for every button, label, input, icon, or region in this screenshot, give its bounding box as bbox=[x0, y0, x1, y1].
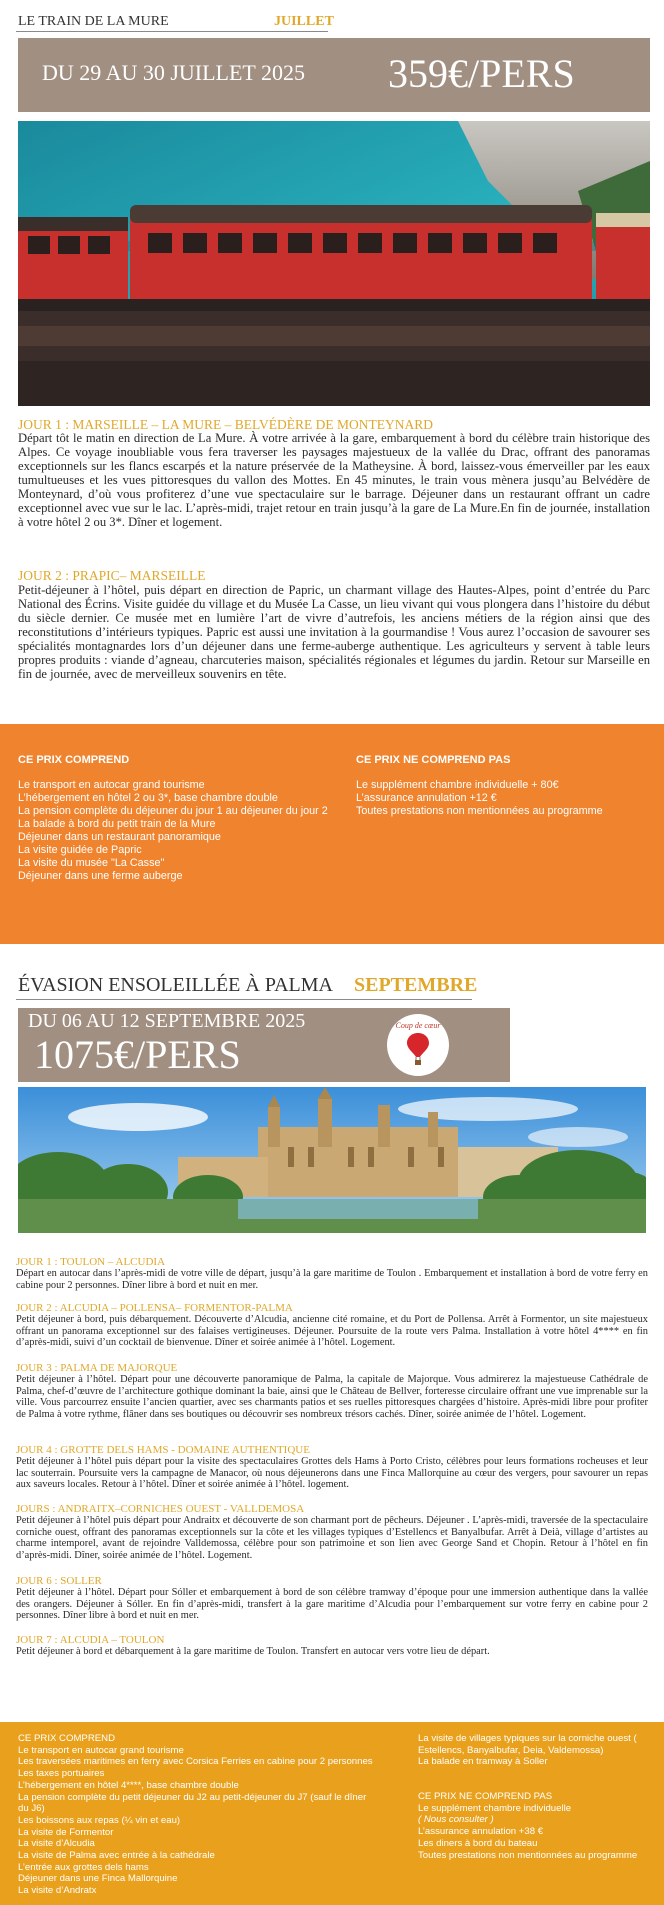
trip2-day1-title: JOUR 1 : TOULON – ALCUDIA bbox=[16, 1256, 166, 1268]
list-item: Le supplément chambre individuelle bbox=[418, 1802, 572, 1814]
trip1-price-details bbox=[0, 724, 664, 944]
list-item: Les traversées maritimes en ferry avec Corsica Ferries en cabine pour 2 personnes bbox=[18, 1756, 373, 1768]
trip2-excludes-title: CE PRIX NE COMPREND PAS bbox=[418, 1791, 553, 1802]
trip1-title: LE TRAIN DE LA MURE bbox=[18, 14, 169, 29]
trip1-day2-text: Petit-déjeuner à l’hôtel, puis départ en direction de Papric, un charmant village des Hautes-Alpes, point d’entrée du Parc National des Écrins. Visite guidée du village et du Musée La Casse, un lieu vivant qui vous plongera dans l’histoire du début du siècle dernier. Ce musée met en lumière l’art de vivre d’autrefois, les anciens métiers de la région ainsi que des reconstitutions d’intérieurs typiques. Papric est aussi une invitation à la gourmandise ! Vous aurez l’occasion de savourer ses spécialités montagnardes lors d’un déjeuner dans une ferme-auberge authentique. Les agriculteurs y servent à table leurs propres produits : viande d’agneau, charcuteries maison, spécialités régionales et légumes du jardin. Retour sur Marseille en fin de journée, avec de merveilleux souvenirs en tête. bbox=[18, 583, 650, 681]
trip2-price: 1075€/PERS bbox=[34, 1032, 241, 1077]
trip2-day5-text: Petit déjeuner à l’hôtel puis départ pour Andraitx et découverte de son charmant port de pêcheurs. Déjeuner . L’après-midi, traversée de la spectaculaire corniche ouest, offrant des panoramas exceptionnels sur la côte et les villages typiques d’Estellencs et Banyalbufar. Arrêt à Deià, village d’artistes au charme intemporel, avant de rejoindre Valldemossa, célèbre pour son patrimoine et son lien avec George Sand et Chopin. Retour à l’hôtel en fin d’après-midi. Dîner, soirée animée de l’hôtel. Logement. bbox=[16, 1515, 648, 1561]
trip2-day7-title: JOUR 7 : ALCUDIA – TOULON bbox=[16, 1634, 165, 1646]
trip2-day6-text: Petit déjeuner à l’hôtel. Départ pour Sóller et embarquement à bord de son célèbre tramway d’époque pour une immersion authentique dans la vallée des orangers. Déjeuner à Sóller. En fin d’après-midi, transfert à la gare maritime d’Alcudia pour l’embarquement sur votre ferry en cabine pour 2 personnes. Dîner libre à bord et nuit en mer. bbox=[16, 1587, 648, 1621]
list-item: L’assurance annulation +38 € bbox=[418, 1826, 544, 1838]
trip1-day2-title: JOUR 2 : PRAPIC– MARSEILLE bbox=[18, 568, 206, 583]
list-item: Déjeuner dans une Finca Mallorquine bbox=[18, 1873, 178, 1885]
list-item: Toutes prestations non mentionnées au programme bbox=[356, 805, 603, 817]
trip2-day6-title: JOUR 6 : SOLLER bbox=[16, 1575, 102, 1587]
list-item: Toutes prestations non mentionnées au programme bbox=[418, 1849, 638, 1861]
trip2-includes-continued bbox=[418, 1733, 648, 1768]
list-item: Le transport en autocar grand tourisme bbox=[18, 1744, 184, 1756]
list-item: Déjeuner dans une ferme auberge bbox=[18, 870, 183, 882]
trip2-day5-title: JOURS : ANDRAITX–CORNICHES OUEST - VALLDEMOSA bbox=[16, 1503, 305, 1515]
list-item: Les boissons aux repas (¼ vin et eau) bbox=[18, 1814, 181, 1826]
list-item: La visite d’Andratx bbox=[18, 1885, 97, 1897]
trip1-day1-title: JOUR 1 : MARSEILLE – LA MURE – BELVÉDÈRE DE MONTEYNARD bbox=[18, 417, 433, 432]
list-item: La balade en tramway à Soller bbox=[418, 1756, 548, 1768]
trip2-includes bbox=[18, 1733, 378, 1897]
trip1-excludes-list bbox=[356, 779, 603, 818]
trip2-day4-title: JOUR 4 : GROTTE DELS HAMS - DOMAINE AUTHENTIQUE bbox=[16, 1444, 310, 1456]
trip1-includes-title: CE PRIX COMPREND bbox=[18, 754, 130, 766]
list-item: L’hébergement en hôtel 4****, base chambre double bbox=[18, 1779, 239, 1791]
palma-cathedral-photo bbox=[18, 1087, 646, 1233]
trip2-excludes bbox=[418, 1791, 648, 1861]
list-item: La pension complète du petit déjeuner du J2 au petit-déjeuner du J7 (sauf le dîner du J6) bbox=[18, 1791, 367, 1815]
list-item: L’assurance annulation +12 € bbox=[356, 792, 497, 804]
trip2-day2-text: Petit déjeuner à bord, puis débarquement. Découverte d’Alcudia, ancienne cité romaine, et du Port de Pollensa. Arrêt à Formentor, un site majestueux offrant un panorama exceptionnel sur des falaises vertigineuses. Déjeuner. Poursuite de la route vers Palma. Installation à votre hôtel 4**** en fin d’après-midi, suivi d’un cocktail de bienvenue. Dîner et soirée animée à l’hôtel. Logement. bbox=[16, 1314, 648, 1348]
trip1-price: 359€/PERS bbox=[388, 51, 575, 96]
coup-de-coeur-badge bbox=[387, 1014, 449, 1076]
trip2-day2-title: JOUR 2 : ALCUDIA – POLLENSA– FORMENTOR-PALMA bbox=[16, 1302, 293, 1314]
hot-air-balloon-icon bbox=[406, 1032, 430, 1066]
badge-label: Coup de cœur bbox=[395, 1021, 441, 1030]
list-item: La visite de villages typiques sur la corniche ouest ( Estellencs, Banyalbufar, Deia, Valdemossa) bbox=[418, 1733, 637, 1756]
list-item: ( Nous consulter ) bbox=[418, 1814, 494, 1826]
list-item: La visite de Formentor bbox=[18, 1826, 114, 1838]
trip2-day4-text: Petit déjeuner à l’hôtel puis départ pour la visite des spectaculaires Grottes dels Hams à Porto Cristo, célèbres pour leurs formations rocheuses et leur lac souterrain. Poursuite vers la campagne de Manacor, où nous déjeunerons dans une Finca Mallorquine au cœur des vergers, pour savourer un repas aux saveurs locales. Retour à l’hôtel. Dîner et soirée animée à l’hôtel. logement. bbox=[16, 1456, 648, 1490]
list-item: Les taxes portuaires bbox=[18, 1768, 105, 1780]
trip2-day3-text: Petit déjeuner à l’hôtel. Départ pour une découverte panoramique de Palma, la capitale de Majorque. Vous admirerez la majestueuse Cathédrale de Palma, chef-d’œuvre de l’architecture gothique dominant la baie, ainsi que le Château de Bellver, forteresse circulaire offrant une vue imprenable sur la ville. Vous parcourrez ensuite l’ancien quartier, avec ses charmants patios et ses ruelles pittoresques chargées d’histoire. Après-midi libre pour profiter de Palma à votre rythme, flâner dans ses boutiques ou découvrir ses nombreux trésors cachés. Dîner, soirée animée de l’hôtel. Logement. bbox=[16, 1374, 648, 1420]
trip2-price-banner bbox=[18, 1008, 510, 1082]
trip2-month: SEPTEMBRE bbox=[354, 974, 478, 996]
trip1-excludes-title: CE PRIX NE COMPREND PAS bbox=[356, 754, 511, 766]
list-item: Les diners à bord du bateau bbox=[418, 1837, 538, 1849]
trip2-day3-title: JOUR 3 : PALMA DE MAJORQUE bbox=[16, 1362, 178, 1374]
list-item: L’hébergement en hôtel 2 ou 3*, base chambre double bbox=[18, 792, 278, 804]
list-item: La pension complète du déjeuner du jour 1 au déjeuner du jour 2 bbox=[18, 805, 328, 817]
trip1-price-banner bbox=[18, 38, 650, 112]
list-item: Déjeuner dans un restaurant panoramique bbox=[18, 831, 221, 843]
list-item: La visite de Palma avec entrée à la cathédrale bbox=[18, 1850, 215, 1862]
list-item: La visite d’Alcudia bbox=[18, 1838, 95, 1850]
trip2-day7-text: Petit déjeuner à bord et débarquement à la gare maritime de Toulon. Transfert en autocar vers votre lieu de départ. bbox=[16, 1646, 490, 1657]
list-item: Le transport en autocar grand tourisme bbox=[18, 779, 205, 791]
trip1-title-underline bbox=[16, 31, 328, 32]
trip1-dates: DU 29 AU 30 JUILLET 2025 bbox=[42, 60, 305, 85]
list-item: Le supplément chambre individuelle + 80€ bbox=[356, 779, 559, 791]
list-item: La visite guidée de Papric bbox=[18, 844, 142, 856]
trip2-dates: DU 06 AU 12 SEPTEMBRE 2025 bbox=[28, 1010, 306, 1032]
trip1-includes-list bbox=[18, 779, 328, 883]
trip1-day1-text: Départ tôt le matin en direction de La Mure. À votre arrivée à la gare, embarquement à bord du célèbre train historique des Alpes. Ce voyage inoubliable vous fera traverser les paysages majestueux de la vallée du Drac, offrant des panoramas exceptionnels sur les flancs escarpés et la nature préservée de la Matheysine. À bord, laissez-vous émerveiller par les eaux tumultueuses et les vues pittoresques du vallon des Mottes. En 45 minutes, le train vous mènera jusqu’au Belvédère de Monteynard, d’où vous profiterez d’une vue spectaculaire sur le barrage. Déjeuner dans un restaurant offrant un cadre exceptionnel avec vue sur le lac. L’après-midi, trajet retour en train jusqu’à la gare de La Mure.En fin de journée, installation à votre hôtel 2 ou 3*. Dîner et logement. bbox=[18, 431, 650, 529]
trip2-price-details bbox=[0, 1722, 664, 1905]
train-photo bbox=[18, 121, 650, 406]
list-item: L’entrée aux grottes dels hams bbox=[18, 1861, 149, 1873]
trip1-month: JUILLET bbox=[274, 14, 334, 29]
trip2-title-underline bbox=[16, 999, 472, 1000]
trip2-day1-text: Départ en autocar dans l’après-midi de votre ville de départ, jusqu’à la gare maritime de Toulon . Embarquement et installation à bord de votre ferry en cabine pour 2 personnes. Dîner libre à bord et nuit en mer. bbox=[16, 1268, 648, 1291]
list-item: La balade à bord du petit train de la Mure bbox=[18, 818, 216, 830]
trip2-title: ÉVASION ENSOLEILLÉE À PALMA bbox=[18, 974, 333, 996]
list-item: La visite du musée "La Casse" bbox=[18, 857, 165, 869]
trip2-includes-title: CE PRIX COMPREND bbox=[18, 1733, 116, 1744]
